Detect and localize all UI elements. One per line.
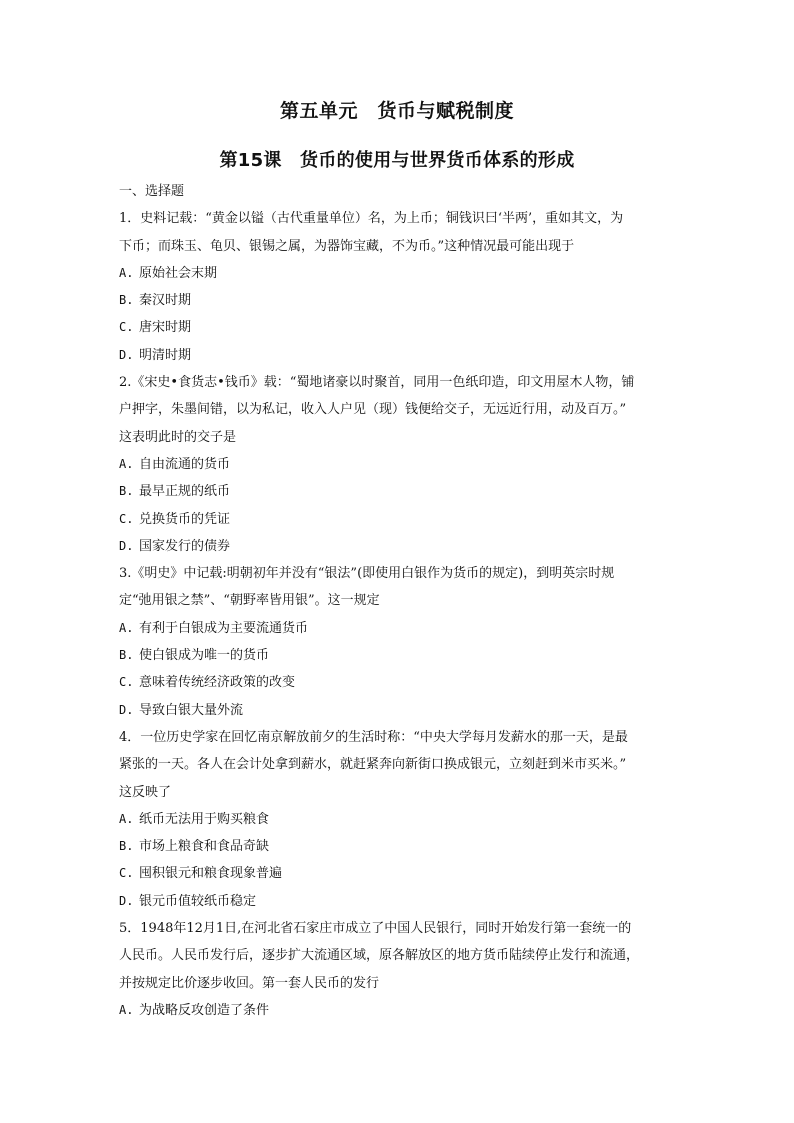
- option-text: 使白银成为唯一的货币: [139, 648, 270, 664]
- option-letter: A.: [119, 456, 134, 471]
- question-stem-line: 这反映了: [119, 784, 172, 800]
- question-stem-line: 2.《宋史•食货志•钱币》载：“蜀地诸豪以时聚首，同用一色纸印造，印文用屋木人物，铺: [119, 375, 635, 391]
- question-2: [119, 369, 679, 560]
- option-text: 意味着传统经济政策的改变: [139, 675, 296, 691]
- section-heading: 一、选择题: [119, 184, 185, 199]
- question-stem-line: 5．1948年12月1日,在河北省石家庄市成立了中国人民银行，同时开始发行第一套统一的: [119, 921, 632, 937]
- answer-option: [119, 806, 679, 833]
- option-letter: D.: [119, 538, 134, 553]
- option-text: 有利于白银成为主要流通货币: [139, 620, 309, 636]
- option-text: 市场上粮食和食品奇缺: [139, 839, 270, 855]
- question-stem-line: 这表明此时的交子是: [119, 429, 237, 445]
- option-text: 纸币无法用于购买粮食: [139, 811, 270, 827]
- question-list: [119, 178, 679, 1024]
- option-text: 囤积银元和粮食现象普遍: [139, 866, 283, 882]
- question-5: [119, 915, 679, 1024]
- option-letter: A.: [119, 620, 134, 635]
- option-text: 明清时期: [139, 347, 192, 363]
- answer-option: [119, 615, 679, 642]
- answer-option: [119, 478, 679, 505]
- answer-option: [119, 342, 679, 369]
- answer-option: [119, 888, 679, 915]
- option-text: 最早正规的纸币: [139, 484, 231, 500]
- option-letter: B.: [119, 484, 134, 499]
- question-stem-line: 定“弛用银之禁”、“朝野率皆用银”。这一规定: [119, 593, 380, 609]
- option-letter: A.: [119, 265, 134, 280]
- question-stem-line: 4．一位历史学家在回忆南京解放前夕的生活时称：“中央大学每月发薪水的那一天，是最: [119, 729, 628, 745]
- option-text: 导致白银大量外流: [139, 702, 244, 718]
- option-letter: B.: [119, 648, 134, 663]
- answer-option: [119, 451, 679, 478]
- question-stem-line: 并按规定比价逐步收回。第一套人民币的发行: [119, 975, 380, 991]
- question-stem-line: 下币；而珠玉、龟贝、银锡之属，为器饰宝藏，不为币。”这种情况最可能出现于: [119, 238, 575, 254]
- question-stem-line: 户押字，朱墨间错，以为私记，收入人户见（现）钱便给交子，无远近行用，动及百万。”: [119, 402, 627, 418]
- option-text: 银元币值较纸币稳定: [139, 893, 257, 909]
- answer-option: [119, 260, 679, 287]
- option-letter: C.: [119, 320, 134, 335]
- option-letter: D.: [119, 347, 134, 362]
- question-stem-line: 人民币。人民币发行后，逐步扩大流通区域，原各解放区的地方货币陆续停止发行和流通，: [119, 948, 640, 964]
- option-text: 自由流通的货币: [139, 456, 231, 472]
- option-letter: C.: [119, 511, 134, 526]
- option-letter: D.: [119, 702, 134, 717]
- answer-option: [119, 697, 679, 724]
- question-stem-line: 3.《明史》中记载:明朝初年并没有“银法”(即使用白银作为货币的规定)，到明英宗时规: [119, 566, 615, 582]
- answer-option: [119, 506, 679, 533]
- option-text: 原始社会末期: [139, 265, 218, 281]
- answer-option: [119, 314, 679, 341]
- option-text: 秦汉时期: [139, 293, 192, 309]
- answer-option: [119, 860, 679, 887]
- answer-option: [119, 997, 679, 1024]
- option-letter: C.: [119, 675, 134, 690]
- answer-option: [119, 642, 679, 669]
- question-stem-line: 1．史料记载：“黄金以镒（古代重量单位）名，为上币；铜钱识曰‘半两’，重如其文，为: [119, 211, 624, 227]
- option-letter: C.: [119, 866, 134, 881]
- option-text: 唐宋时期: [139, 320, 192, 336]
- question-4: [119, 724, 679, 915]
- answer-option: [119, 833, 679, 860]
- question-1: [119, 205, 679, 369]
- option-letter: D.: [119, 893, 134, 908]
- question-stem-line: 紧张的一天。各人在会计处拿到薪水，就赶紧奔向新街口换成银元，立刻赶到米市买米。”: [119, 757, 627, 773]
- option-letter: A.: [119, 811, 134, 826]
- option-text: 兑换货币的凭证: [139, 511, 231, 527]
- answer-option: [119, 287, 679, 314]
- option-letter: A.: [119, 1002, 134, 1017]
- option-text: 为战略反攻创造了条件: [139, 1002, 270, 1018]
- option-letter: B.: [119, 839, 134, 854]
- option-letter: B.: [119, 293, 134, 308]
- option-text: 国家发行的债券: [139, 538, 231, 554]
- answer-option: [119, 533, 679, 560]
- lesson-title: 第15课 货币的使用与世界货币体系的形成: [219, 150, 575, 171]
- unit-title: 第五单元 货币与赋税制度: [279, 100, 514, 122]
- question-3: [119, 560, 679, 724]
- answer-option: [119, 669, 679, 696]
